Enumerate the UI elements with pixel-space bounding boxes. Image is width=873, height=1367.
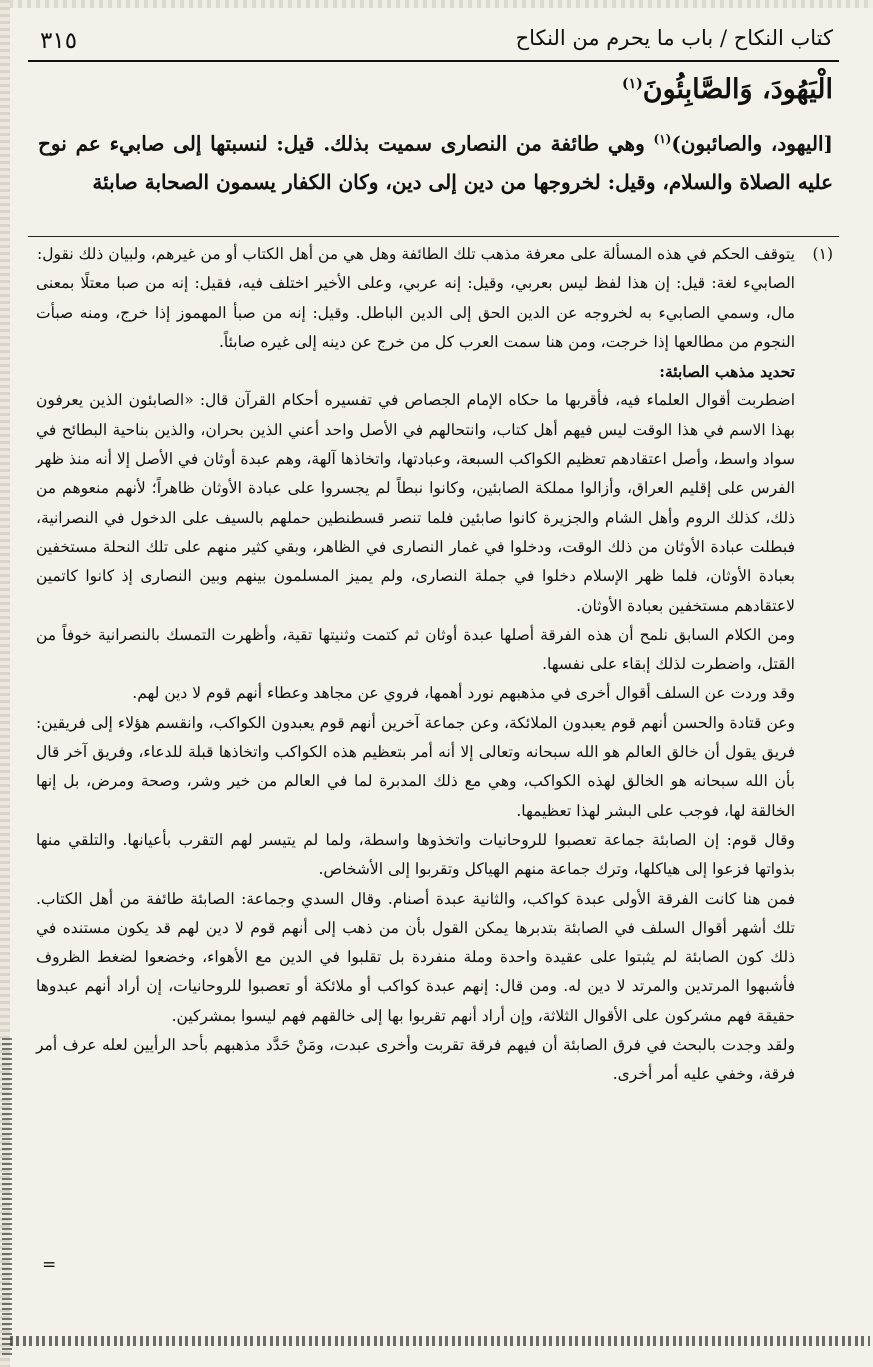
commentary-paragraph (38, 120, 833, 201)
bottom-ornament-rule (10, 1336, 870, 1346)
footnote-block (36, 240, 833, 1090)
verse-words: الْيَهُودَ، وَالصَّابِئُونَ (642, 74, 833, 105)
page-top-edge (0, 0, 873, 8)
verse-footnote-ref: (١) (621, 76, 643, 92)
footnote-rule (28, 236, 839, 237)
header-rule (28, 60, 839, 62)
commentary-footnote-ref: (١) (653, 132, 672, 146)
commentary-text: وهي طائفة من النصارى سميت بذلك. قيل: لنسبتها إلى صابيء عم نوح عليه الصلاة والسلام، وقيل: لخروجها من دين إلى دين، وكان الكفار يسمون الصحابة صابئة (38, 131, 833, 194)
footnote-paragraph: ومن الكلام السابق نلمح أن هذه الفرقة أصلها عبدة أوثان ثم كتمت وثنيتها تقية، وأظهرت التمسك بالنصرانية خوفاً من القتل، واضطرت لذلك إبقاء على نفسها. (36, 625, 795, 674)
footnote-paragraph: فمن هنا كانت الفرقة الأولى عبدة كواكب، والثانية عبدة أصنام. وقال السدي وجماعة: الصابئة طائفة من أهل الكتاب. تلك أشهر أقوال السلف في الصابئة بتدبرها يمكن القول بأن من ذهب إلى أنهم قوم لا دين لهم قد يكون مستنده في ذلك كون الصابئة لم يثبتوا على عقيدة واحدة وملة منفردة بل تقلبوا في الدين مع الأهواء، وخضعوا لضغط الظروف فأشبهوا المرتدين والمرتد لا دين له. ومن قال: إنهم عبدة كواكب أو ملائكة أو تعصبوا للروحانيات، إن أراد أنهم عبدوها حقيقة فهم مشركون على الأقوال الثلاثة، وإن أراد أنهم تقربوا بها إلى خالقهم فهم ليسوا بمشركين. (36, 889, 795, 1025)
verse-text (622, 74, 833, 105)
footnote-subheading: تحديد مذهب الصابئة: (659, 362, 795, 382)
footnote-paragraph: الصابيء لغة: قيل: إن هذا لفظ ليس بعربي، وقيل: إنه عربي، وعلى الأخير اختلف فيه، فقيل: إنه من صبا معتلًا بمعنى مال، وسمي الصابيء به لخروجه عن الدين الحق إلى الدين الباطل. وقيل: إنه من صبأ المهموز إذا خرج، ومنه صبأت النجوم من مطالعها إذا خرجت، ومن هنا سمت العرب كل من خرج عن دينه إلى غيره صابئاً. (36, 274, 795, 351)
footnote-paragraph: وقال قوم: إن الصابئة جماعة تعصبوا للروحانيات واتخذوها واسطة، ولما لم يتيسر لهم التقرب بأعيانها. والتلقي منها بذواتها فزعوا إلى هياكلها، وترك جماعة منهم الهياكل وتقربوا إلى الأشخاص. (36, 830, 795, 879)
page-number: ٣١٥ (40, 28, 78, 54)
footnote-number: (١) (812, 245, 833, 263)
footnote-paragraph: اضطربت أقوال العلماء فيه، فأقربها ما حكاه الإمام الجصاص في تفسيره أحكام القرآن قال: «الصابئون الذين يعرفون بهذا الاسم في هذا الوقت ليس فيهم أهل كتاب، وانتحالهم في الأصل واحد أعني الذين بحران، والذين بناحية البطائح في سواد واسط، وأصل اعتقادهم تعظيم الكواكب السبعة، وعبادتها، واتخاذها آلهة، وهم عبدة أوثان في الأصل إلا أنه منذ ظهر الفرس على إقليم العراق، وأزالوا مملكة الصابئين، وكانوا نبطاً لم يجسروا على عبادة الأوثان ظاهراً؛ لأنهم منعوهم من ذلك، كذلك الروم وأهل الشام والجزيرة كانوا صابئين فلما تنصر قسطنطين حملهم بالسيف على الدخول في النصرانية، فبطلت عبادة الأوثان من ذلك الوقت، ودخلوا في غمار النصارى في الظاهر، وبقي كثير منهم على تلك النحلة مستخفين بعبادة الأوثان، فلما ظهر الإسلام دخلوا في جملة النصارى، ولم يميز المسلمون بينهم وبين النصارى إذ كانوا كاتمين لاعتقادهم مستخفين بعبادة الأوثان. (36, 391, 795, 615)
footnote-intro-text: يتوقف الحكم في هذه المسألة على معرفة مذهب تلك الطائفة وهل هي من أهل الكتاب أو من غيرهم، ولبيان ذلك نقول: (37, 245, 795, 263)
footnote-intro (36, 240, 833, 269)
footnote-paragraph: وقد وردت عن السلف أقوال أخرى في مذهبهم نورد أهمها، فروي عن مجاهد وعطاء أنهم قوم لا دين لهم. (132, 684, 795, 703)
commentary-lemma: [اليهود، والصائبون) (671, 131, 833, 156)
continuation-mark: = (42, 1255, 57, 1275)
margin-ornament (2, 1038, 12, 1358)
footnote-paragraph: وعن قتادة والحسن أنهم قوم يعبدون الملائكة، وعن جماعة آخرين أنهم قوم يعبدون الكواكب، وانقسم هؤلاء إلى فريقين: فريق يقول أن خالق العالم هو الله سبحانه وتعالى إلا أنه أمر بتعظيم هذه الكواكب واتخاذها قبلة للدعاء، وفريق آخر قال بأن الله سبحانه هو الخالق لهذه الكواكب، وهي مع ذلك المدبرة لما في العالم من خير وشر، وصحة ومرض، بل إنها الخالقة لها، فوجب على البشر لهذا تعظيمها. (36, 713, 795, 820)
running-title: كتاب النكاح / باب ما يحرم من النكاح (515, 26, 833, 50)
footnote-paragraph: ولقد وجدت بالبحث في فرق الصابئة أن فيهم فرقة تقربت وأخرى عبدت، ومَنْ حَدَّد مذهبهم بأحد الرأيين لعله عرف أمر فرقة، وخفي عليه أمر أخرى. (36, 1036, 795, 1084)
